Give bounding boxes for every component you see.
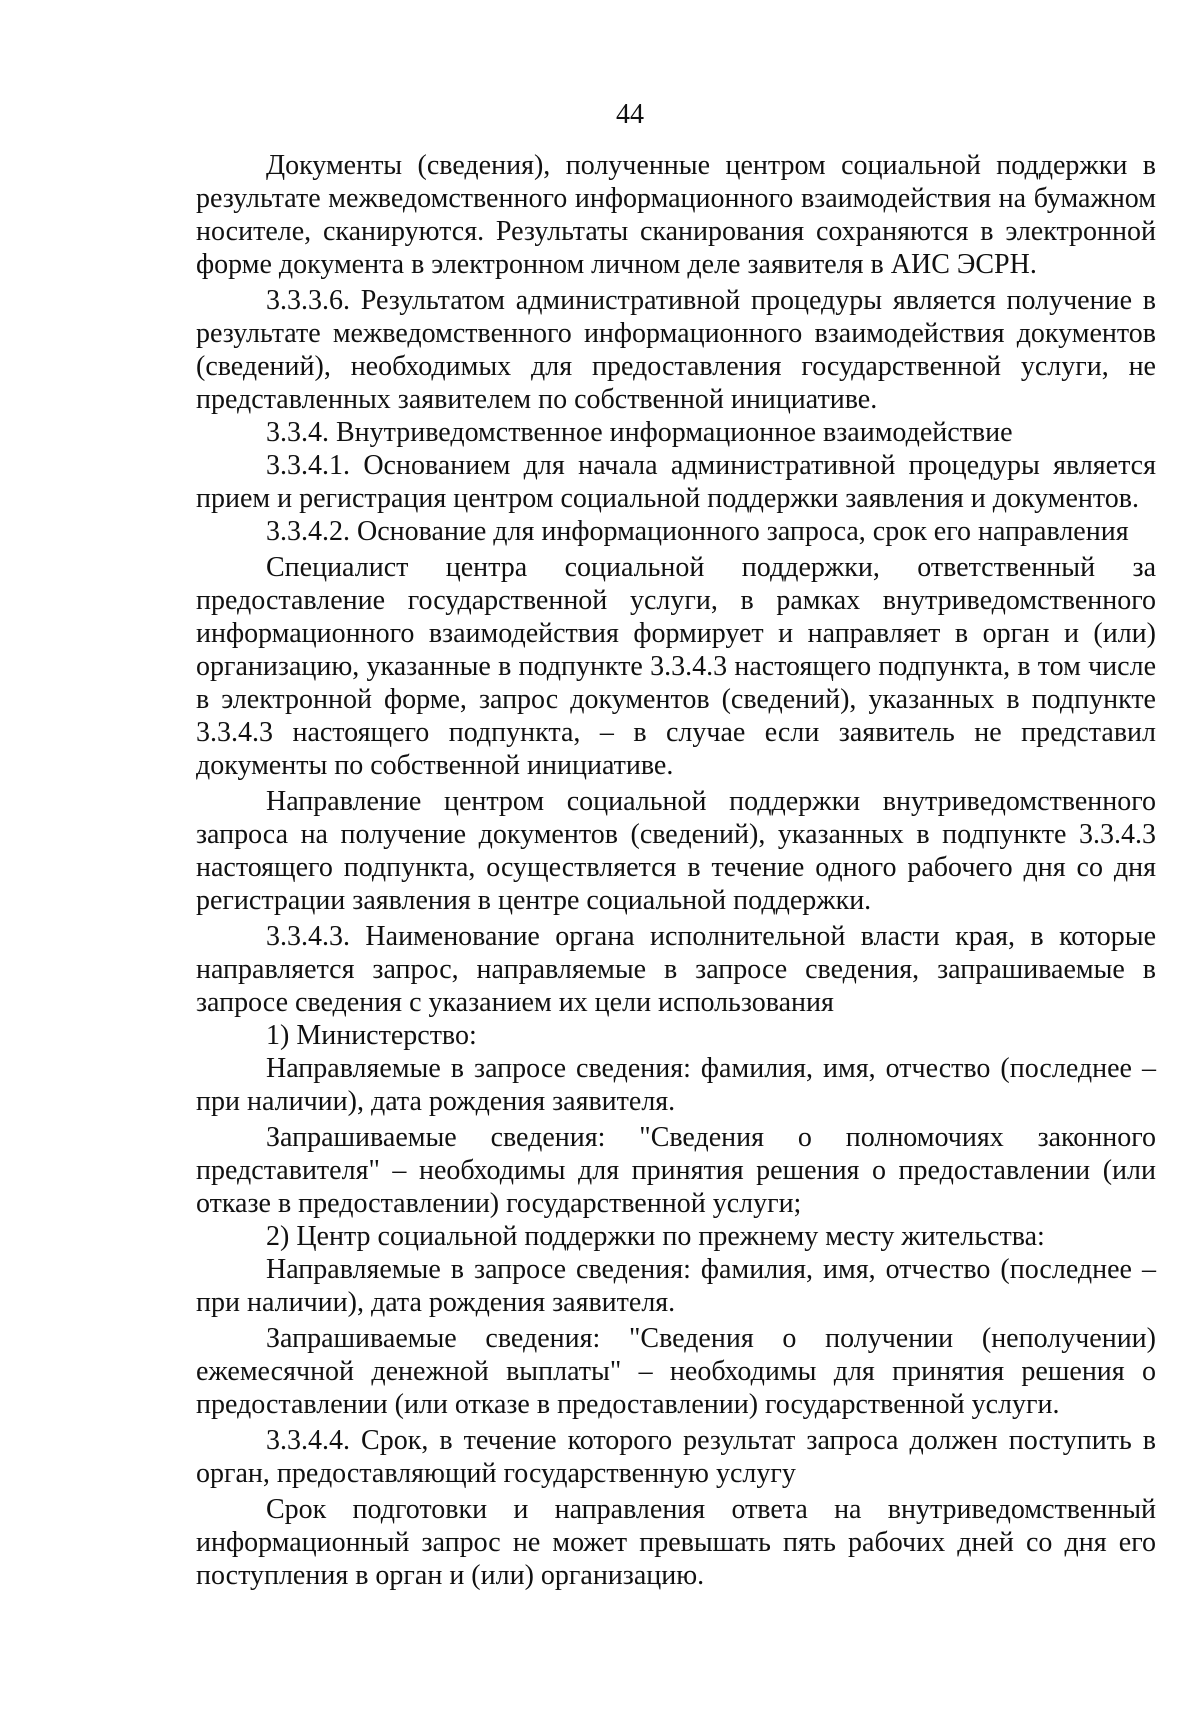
paragraph-3-3-4-2: 3.3.4.2. Основание для информационного запроса, срок его направления xyxy=(266,516,1129,547)
paragraph-3-3-4-1: 3.3.4.1. Основанием для начала административной процедуры является прием и регистрация центром социальной поддержки заявления и документов. xyxy=(196,450,1156,514)
document-body xyxy=(196,149,1156,1592)
paragraph-specialist: Специалист центра социальной поддержки, ответственный за предоставление государственной услуги, в рамках внутриведомственного информационного взаимодействия формирует и направляет в орган и (или) организацию, указанные в подпункте 3.3.4.3 настоящего подпункта, в том числе в электронной форме, запрос документов (сведений), указанных в подпункте 3.3.4.3 настоящего подпункта, – в случае если заявитель не представил документы по собственной инициативе. xyxy=(196,552,1156,781)
paragraph-requested-data-1: Запрашиваемые сведения: "Сведения о полномочиях законного представителя" – необходимы для принятия решения о предоставлении (или отказе в предоставлении) государственной услуги; xyxy=(196,1122,1156,1219)
page-number: 44 xyxy=(616,99,644,130)
paragraph-3-3-4-3: 3.3.4.3. Наименование органа исполнительной власти края, в которые направляется запрос, направляемые в запросе сведения, запрашиваемые в запросе сведения с указанием их цели использования xyxy=(196,921,1156,1018)
paragraph-response-term: Срок подготовки и направления ответа на внутриведомственный информационный запрос не может превышать пять рабочих дней со дня его поступления в орган и (или) организацию. xyxy=(196,1494,1156,1591)
paragraph-3-3-4-4: 3.3.4.4. Срок, в течение которого результат запроса должен поступить в орган, предоставляющий государственную услугу xyxy=(196,1425,1156,1489)
list-item-ministry: 1) Министерство: xyxy=(266,1020,477,1051)
paragraph-sent-data-2: Направляемые в запросе сведения: фамилия, имя, отчество (последнее – при наличии), дата рождения заявителя. xyxy=(196,1254,1156,1318)
paragraph-3-3-3-6: 3.3.3.6. Результатом административной процедуры является получение в результате межведомственного информационного взаимодействия документов (сведений), необходимых для предоставления государственной услуги, не представленных заявителем по собственной инициативе. xyxy=(196,285,1156,415)
paragraph-sent-data-1: Направляемые в запросе сведения: фамилия, имя, отчество (последнее – при наличии), дата рождения заявителя. xyxy=(196,1053,1156,1117)
paragraph-requested-data-2: Запрашиваемые сведения: "Сведения о получении (неполучении) ежемесячной денежной выплаты" – необходимы для принятия решения о предоставлении (или отказе в предоставлении) государственной услуги. xyxy=(196,1323,1156,1420)
section-heading-3-3-4: 3.3.4. Внутриведомственное информационное взаимодействие xyxy=(266,417,1013,448)
paragraph-documents-scanning: Документы (сведения), полученные центром социальной поддержки в результате межведомственного информационного взаимодействия на бумажном носителе, сканируются. Результаты сканирования сохраняются в электронной форме документа в электронном личном деле заявителя в АИС ЭСРН. xyxy=(196,150,1156,280)
list-item-support-center: 2) Центр социальной поддержки по прежнему месту жительства: xyxy=(266,1221,1045,1252)
paragraph-request-direction: Направление центром социальной поддержки внутриведомственного запроса на получение документов (сведений), указанных в подпункте 3.3.4.3 настоящего подпункта, осуществляется в течение одного рабочего дня со дня регистрации заявления в центре социальной поддержки. xyxy=(196,786,1156,916)
